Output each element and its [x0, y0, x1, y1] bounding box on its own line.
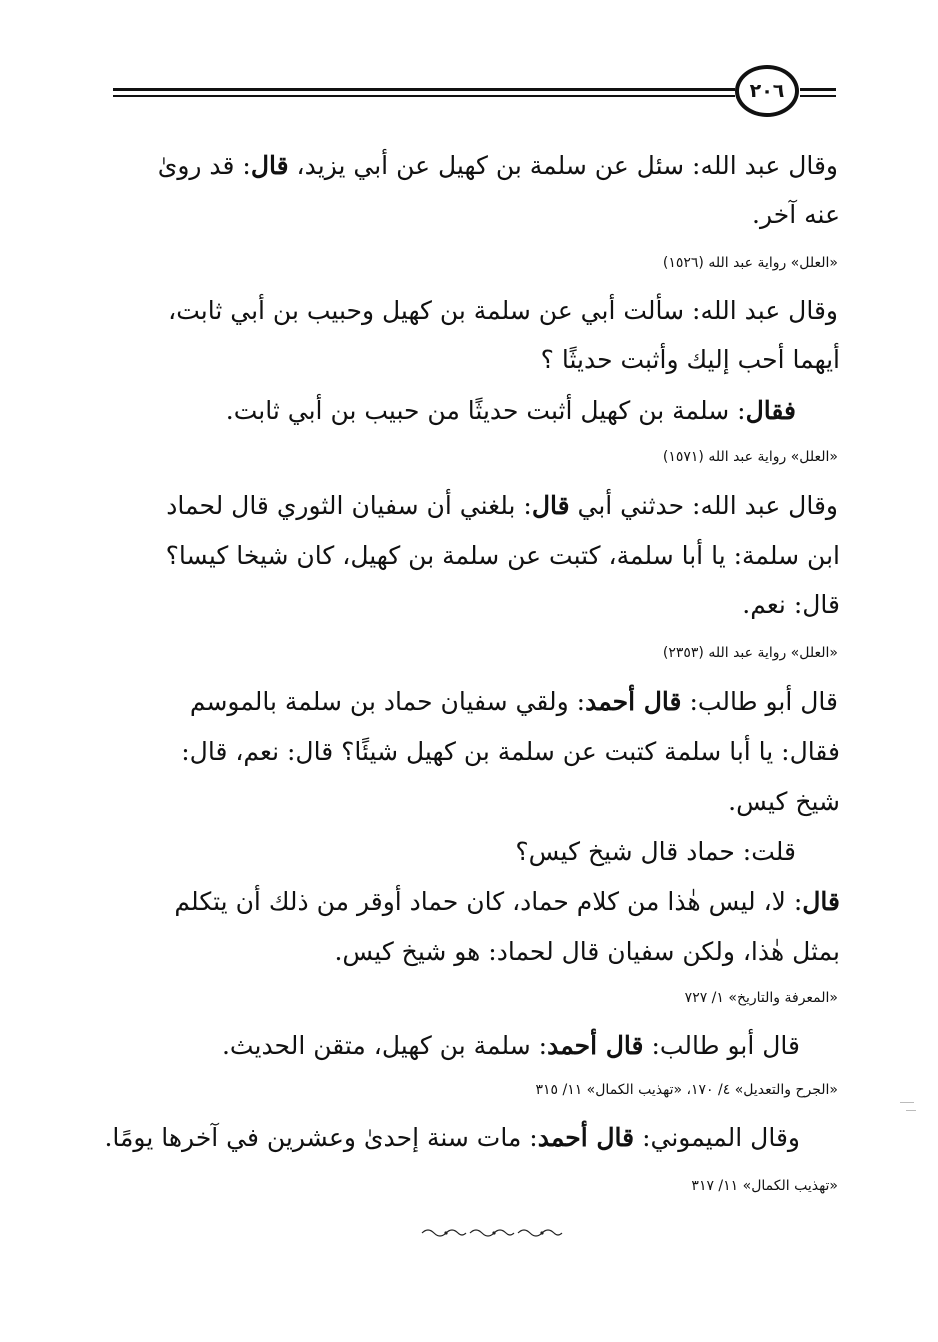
scan-mark — [900, 1102, 914, 1103]
text-run: : قد روىٰ — [157, 151, 251, 180]
keyword-run: فقال — [745, 396, 796, 425]
text-run: قال أبو طالب: — [681, 687, 838, 716]
text-run: : سلمة بن كهيل أثبت حديثًا من حبيب بن أبي ثابت. — [225, 396, 746, 425]
paragraph-line — [98, 726, 840, 777]
text-run: وقال الميموني: — [634, 1123, 800, 1152]
source-citation: «العلل» رواية عبد الله (١٥٢٦) — [662, 255, 838, 271]
text-run: : سلمة بن كهيل، متقن الحديث. — [221, 1031, 548, 1060]
text-run: قال أبو طالب: — [643, 1031, 800, 1060]
paragraph-line — [96, 826, 796, 877]
source-citation: «العلل» رواية عبد الله (٢٣٥٣) — [662, 645, 838, 661]
text-run: : ولقي سفيان حماد بن سلمة بالموسم — [189, 687, 586, 716]
paragraph-line — [98, 140, 838, 191]
text-run: شيخ كيس. — [728, 787, 840, 816]
paragraph-line — [98, 876, 840, 927]
keyword-run: قال — [802, 887, 840, 916]
paragraph-line — [98, 530, 840, 581]
paragraph-line — [98, 285, 838, 336]
paragraph-line — [96, 385, 796, 436]
text-run: : بلغني أن سفيان الثوري قال لحماد — [166, 491, 532, 520]
paragraph-line — [98, 334, 840, 385]
keyword-run: قال — [250, 151, 289, 180]
keyword-run: قال — [531, 491, 570, 520]
text-run: قال: نعم. — [742, 590, 840, 619]
text-run: : لا، ليس هٰذا من كلام حماد، كان حماد أوقر من ذلك أن يتكلم — [174, 887, 803, 916]
end-ornament-icon — [418, 1226, 568, 1240]
text-run: أيهما أحب إليك وأثبت حديثًا ؟ — [540, 345, 840, 374]
text-run: وقال عبد الله: حدثني أبي — [569, 491, 838, 520]
paragraph-line — [100, 1112, 800, 1163]
scan-mark — [906, 1110, 916, 1111]
paragraph-line — [98, 579, 840, 630]
keyword-run: قال أحمد — [537, 1123, 635, 1152]
text-run: وقال عبد الله: سئل عن سلمة بن كهيل عن أبي يزيد، — [288, 151, 838, 180]
text-run: فقال: يا أبا سلمة كتبت عن سلمة بن كهيل شيئًا؟ قال: نعم، قال: — [181, 737, 840, 766]
text-run: بمثل هٰذا، ولكن سفيان قال لحماد: هو شيخ كيس. — [334, 937, 840, 966]
source-citation: «العلل» رواية عبد الله (١٥٧١) — [662, 449, 838, 465]
text-run: قلت: حماد قال شيخ كيس؟ — [515, 837, 796, 866]
paragraph-line — [98, 189, 840, 240]
paragraph-line — [98, 926, 840, 977]
paragraph-line — [98, 480, 838, 531]
keyword-run: قال أحمد — [585, 687, 682, 716]
keyword-run: قال أحمد — [547, 1031, 644, 1060]
paragraph-line — [98, 676, 838, 727]
page-number: ٢٠٦ — [749, 80, 785, 102]
source-citation: «تهذيب الكمال» ١١/ ٣١٧ — [691, 1178, 838, 1194]
paragraph-line — [98, 776, 840, 827]
text-run: ابن سلمة: يا أبا سلمة، كتبت عن سلمة بن كهيل، كان شيخا كيسا؟ — [165, 541, 840, 570]
text-run: عنه آخر. — [752, 200, 840, 229]
source-citation: «المعرفة والتاريخ» ١/ ٧٢٧ — [684, 990, 838, 1006]
text-run: : مات سنة إحدىٰ وعشرين في آخرها يومًا. — [104, 1123, 538, 1152]
text-run: وقال عبد الله: سألت أبي عن سلمة بن كهيل وحبيب بن أبي ثابت، — [168, 296, 838, 325]
source-citation: «الجرح والتعديل» ٤/ ١٧٠، «تهذيب الكمال» ١١/ ٣١٥ — [535, 1082, 838, 1098]
paragraph-line — [100, 1020, 800, 1071]
